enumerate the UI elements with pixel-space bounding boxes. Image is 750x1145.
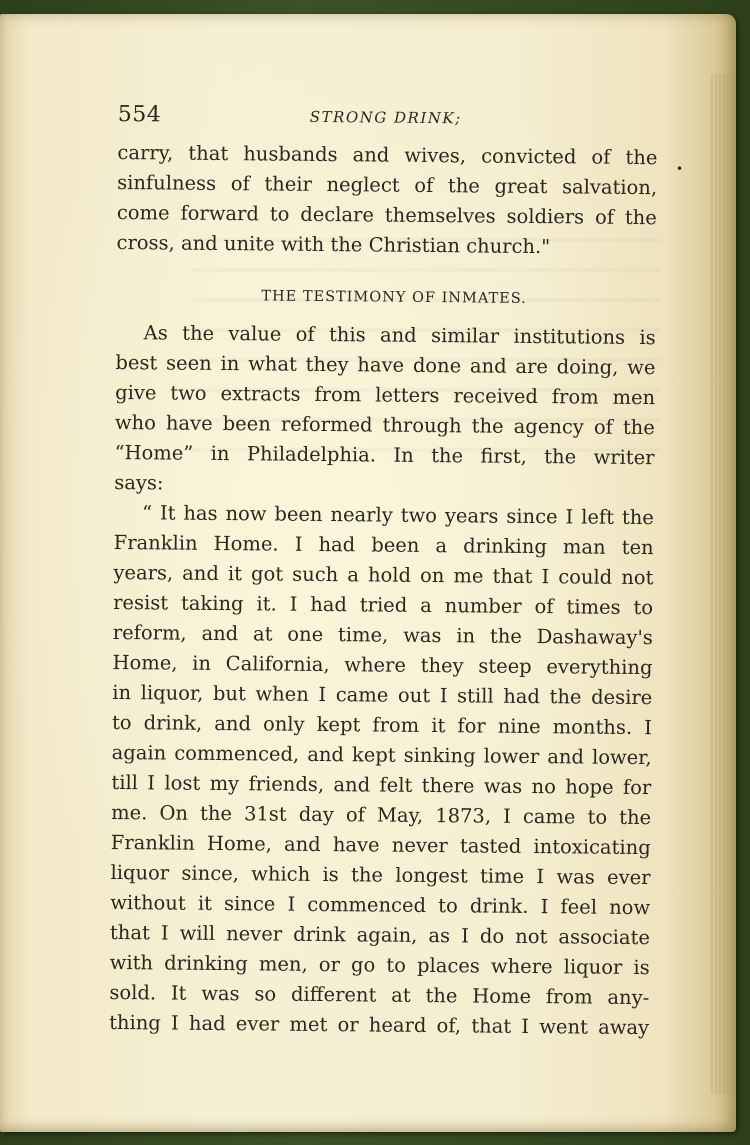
running-title: STRONG DRINK; xyxy=(309,107,462,128)
text-line: without it since I commenced to drink. I feel now xyxy=(110,890,651,920)
margin-dot-mark: • xyxy=(676,162,684,176)
text-line: Home, in California, where they steep everything xyxy=(112,650,653,680)
intro-paragraph xyxy=(114,318,656,503)
text-line: sinfulness of their neglect of the great salvation, xyxy=(117,170,658,200)
text-line: As the value of this and similar institutions is xyxy=(143,321,656,350)
text-line: reform, and at one time, was in the Dashaway's xyxy=(112,620,653,650)
text-block xyxy=(109,98,658,1043)
page-edge-shadow xyxy=(710,74,736,1094)
text-line: “ It has now been nearly two years since I left the xyxy=(141,501,654,530)
text-line: in liquor, but when I came out I still had the desire xyxy=(112,680,653,710)
text-line: Franklin Home. I had been a drinking man ten xyxy=(113,530,654,560)
text-line: resist taking it. I had tried a number of times to xyxy=(113,590,654,620)
section-heading: THE TESTIMONY OF INMATES. xyxy=(261,288,527,307)
text-line: says: xyxy=(114,470,164,495)
text-line: carry, that husbands and wives, convicted of the xyxy=(117,140,658,170)
text-line: give two extracts from letters received from men xyxy=(115,380,656,410)
text-line: to drink, and only kept from it for nine months. I xyxy=(111,710,652,740)
text-line: years, and it got such a hold on me that I could not xyxy=(113,560,654,590)
text-line: “Home” in Philadelphia. In the first, the writer xyxy=(114,440,655,470)
text-line: again commenced, and kept sinking lower and lower, xyxy=(111,740,652,770)
text-line: who have been reformed through the agency of the xyxy=(114,410,655,440)
text-line: till I lost my friends, and felt there was no hope for xyxy=(111,770,652,800)
text-line: with drinking men, or go to places where liquor is xyxy=(109,950,650,980)
running-head xyxy=(118,98,658,137)
text-line: best seen in what they have done and are doing, we xyxy=(115,350,656,380)
text-line: me. On the 31st day of May, 1873, I came to the xyxy=(111,800,652,830)
page-sheet xyxy=(0,14,736,1132)
text-line: Franklin Home, and have never tasted intoxicating xyxy=(110,830,651,860)
text-line: come forward to declare themselves soldiers of the xyxy=(116,200,657,230)
text-line: cross, and unite with the Christian church." xyxy=(116,230,551,259)
text-line: sold. It was so different at the Home from any- xyxy=(109,980,650,1010)
letter-paragraph xyxy=(109,498,654,1043)
text-line: thing I had ever met or heard of, that I went away xyxy=(109,1010,650,1040)
page-number: 554 xyxy=(117,101,162,128)
text-line: liquor since, which is the longest time I was ever xyxy=(110,860,651,890)
text-line: that I will never drink again, as I do not associate xyxy=(109,920,651,950)
continued-paragraph xyxy=(116,138,657,263)
